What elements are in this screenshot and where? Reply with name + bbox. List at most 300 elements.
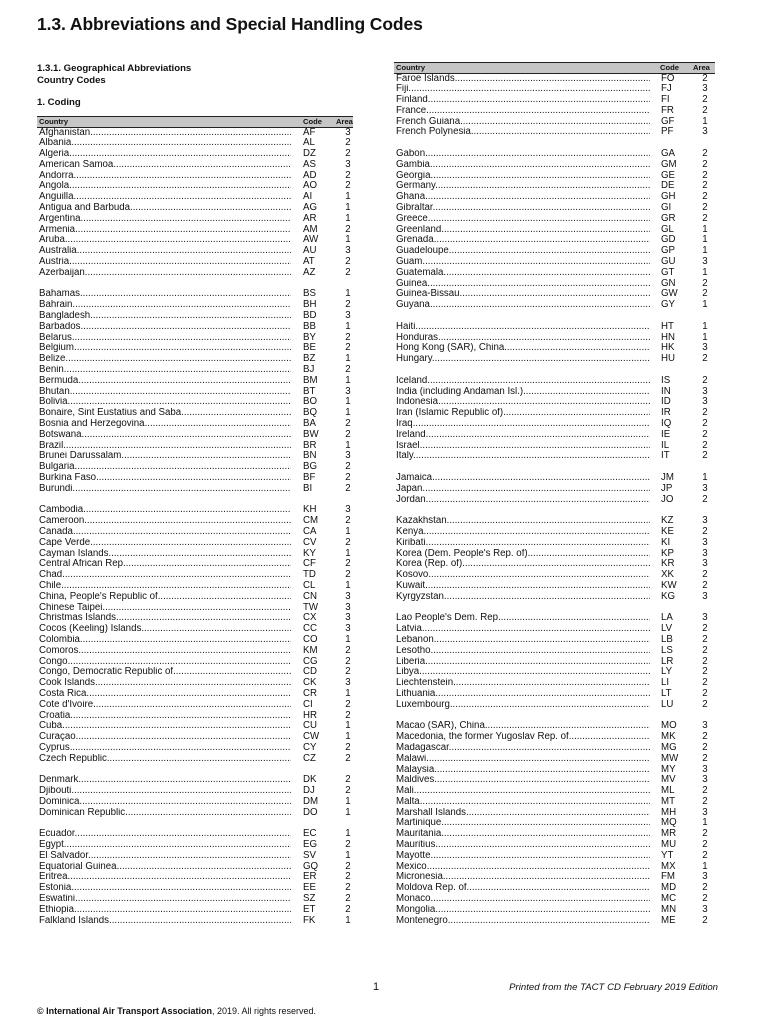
area-number: 1 xyxy=(345,320,351,332)
country-name: Madagascar ..... xyxy=(396,743,650,754)
country-code: BZ xyxy=(303,353,316,365)
country-code: JM xyxy=(661,471,674,483)
country-name: Kuwait ..... xyxy=(396,581,650,592)
country-code: CY xyxy=(303,741,317,753)
country-code: DJ xyxy=(303,785,315,797)
country-name: Libya ..... xyxy=(396,667,650,678)
country-name: Croatia ..... xyxy=(39,711,291,722)
area-number: 3 xyxy=(345,450,351,462)
area-number: 2 xyxy=(345,299,351,311)
country-code: BT xyxy=(303,385,316,397)
table-header xyxy=(394,62,715,74)
header-country: Country xyxy=(396,63,426,72)
area-number: 2 xyxy=(345,893,351,905)
country-name: Guatemala ..... xyxy=(396,268,650,279)
area-number: 3 xyxy=(702,396,708,408)
area-number: 2 xyxy=(345,148,351,160)
area-number: 3 xyxy=(702,83,708,95)
area-number: 2 xyxy=(345,169,351,181)
country-code: AR xyxy=(303,212,317,224)
table-row xyxy=(394,354,715,365)
area-number: 2 xyxy=(702,288,708,300)
area-number: 3 xyxy=(345,504,351,516)
country-name: Maldives ..... xyxy=(396,775,650,786)
country-name: Faroe Islands ..... xyxy=(396,74,650,85)
area-number: 2 xyxy=(702,839,708,851)
area-number: 2 xyxy=(702,525,708,537)
country-code: FM xyxy=(661,871,675,883)
country-name: Montenegro ..... xyxy=(396,916,650,927)
area-number: 1 xyxy=(345,234,351,246)
country-code: AU xyxy=(303,245,317,257)
country-name: Ireland ..... xyxy=(396,430,650,441)
country-code: AW xyxy=(303,234,319,246)
area-number: 3 xyxy=(345,126,351,138)
area-number: 2 xyxy=(702,752,708,764)
country-name: Greenland ..... xyxy=(396,225,650,236)
table-row xyxy=(37,700,353,711)
country-code: BW xyxy=(303,428,319,440)
country-table-left xyxy=(37,116,353,927)
country-name: Ethiopia ..... xyxy=(39,905,291,916)
country-code: IT xyxy=(661,450,670,462)
header-country: Country xyxy=(39,117,69,126)
country-code: GW xyxy=(661,288,678,300)
area-number: 1 xyxy=(345,633,351,645)
area-number: 2 xyxy=(345,331,351,343)
country-name: Czech Republic ..... xyxy=(39,754,291,765)
area-number: 2 xyxy=(345,741,351,753)
table-row xyxy=(37,484,353,495)
country-name: Gambia ..... xyxy=(396,160,650,171)
country-name: Bermuda ..... xyxy=(39,376,291,387)
country-code: GI xyxy=(661,202,672,214)
country-code: ER xyxy=(303,871,317,883)
country-name: Iceland ..... xyxy=(396,376,650,387)
country-code: AG xyxy=(303,202,317,214)
area-number: 3 xyxy=(345,158,351,170)
country-name: Kazakhstan ..... xyxy=(396,516,650,527)
country-code: CV xyxy=(303,536,317,548)
country-name: Bolivia ..... xyxy=(39,397,291,408)
area-number: 2 xyxy=(345,666,351,678)
country-name: Andorra ..... xyxy=(39,171,291,182)
country-code: FR xyxy=(661,104,674,116)
area-number: 2 xyxy=(702,439,708,451)
country-name: Malaysia ..... xyxy=(396,765,650,776)
country-name: Fiji ..... xyxy=(396,84,650,95)
country-code: IL xyxy=(661,439,670,451)
country-code: HR xyxy=(303,709,317,721)
country-code: CM xyxy=(303,515,319,527)
area-number: 1 xyxy=(702,471,708,483)
page-title: 1.3. Abbreviations and Special Handling Codes xyxy=(37,14,423,34)
country-name: Kenya ..... xyxy=(396,527,650,538)
country-code: XK xyxy=(661,569,674,581)
area-number: 2 xyxy=(345,644,351,656)
area-number: 1 xyxy=(345,828,351,840)
country-name: Christmas Islands ..... xyxy=(39,613,291,624)
country-name: Greece ..... xyxy=(396,214,650,225)
area-number: 2 xyxy=(702,731,708,743)
area-number: 1 xyxy=(345,547,351,559)
area-number: 2 xyxy=(702,828,708,840)
area-number: 2 xyxy=(702,180,708,192)
copyright-organization: © International Air Transport Association xyxy=(37,1006,212,1016)
country-name: Cayman Islands ..... xyxy=(39,549,291,560)
country-name: Benin ..... xyxy=(39,365,291,376)
area-number: 3 xyxy=(702,806,708,818)
country-code: MU xyxy=(661,839,677,851)
table-row xyxy=(37,430,353,441)
area-number: 2 xyxy=(702,169,708,181)
country-code: BQ xyxy=(303,407,317,419)
country-name: Botswana ..... xyxy=(39,430,291,441)
country-name: Grenada ..... xyxy=(396,235,650,246)
area-number: 3 xyxy=(345,612,351,624)
area-number: 2 xyxy=(702,202,708,214)
country-code: GH xyxy=(661,191,676,203)
country-name: Mexico ..... xyxy=(396,862,650,873)
country-name: Brunei Darussalam ..... xyxy=(39,451,291,462)
area-number: 2 xyxy=(702,677,708,689)
header-code: Code xyxy=(303,117,322,126)
country-name: Guyana ..... xyxy=(396,300,650,311)
area-number: 1 xyxy=(345,439,351,451)
country-name: American Samoa ..... xyxy=(39,160,291,171)
area-number: 2 xyxy=(702,407,708,419)
country-code: KI xyxy=(661,536,671,548)
country-code: BD xyxy=(303,310,317,322)
country-code: LR xyxy=(661,655,674,667)
country-code: BR xyxy=(303,439,317,451)
country-code: HN xyxy=(661,331,675,343)
country-name: Liberia ..... xyxy=(396,657,650,668)
area-number: 2 xyxy=(702,148,708,160)
area-number: 2 xyxy=(345,860,351,872)
country-code: BJ xyxy=(303,364,315,376)
country-code: MX xyxy=(661,860,676,872)
country-name: Ghana ..... xyxy=(396,192,650,203)
area-number: 2 xyxy=(345,655,351,667)
country-name: Denmark ..... xyxy=(39,775,291,786)
table-row xyxy=(37,592,353,603)
country-code: BB xyxy=(303,320,316,332)
country-code: EC xyxy=(303,828,317,840)
area-number: 2 xyxy=(702,212,708,224)
area-number: 2 xyxy=(702,633,708,645)
country-name: France ..... xyxy=(396,106,650,117)
country-name: Liechtenstein ..... xyxy=(396,678,650,689)
country-name: Austria ..... xyxy=(39,257,291,268)
area-number: 2 xyxy=(345,342,351,354)
country-name: Canada ..... xyxy=(39,527,291,538)
country-code: MQ xyxy=(661,817,677,829)
area-number: 2 xyxy=(702,795,708,807)
area-number: 2 xyxy=(702,493,708,505)
area-number: 2 xyxy=(702,741,708,753)
area-number: 3 xyxy=(702,590,708,602)
area-number: 2 xyxy=(702,94,708,106)
country-code: EG xyxy=(303,839,317,851)
country-name: Israel ..... xyxy=(396,441,650,452)
country-name: Malawi ..... xyxy=(396,754,650,765)
copyright-notice xyxy=(37,1006,316,1016)
country-code: MR xyxy=(661,828,677,840)
country-name: Malta ..... xyxy=(396,797,650,808)
table-row xyxy=(394,700,715,711)
country-code: KG xyxy=(661,590,675,602)
area-number: 3 xyxy=(702,547,708,559)
country-name: Mali ..... xyxy=(396,786,650,797)
area-number: 2 xyxy=(345,709,351,721)
country-name: Burkina Faso ..... xyxy=(39,473,291,484)
page-number: 1 xyxy=(373,981,380,993)
country-code: MT xyxy=(661,795,675,807)
area-number: 1 xyxy=(345,407,351,419)
country-code: AF xyxy=(303,126,316,138)
area-number: 2 xyxy=(345,482,351,494)
country-code: CK xyxy=(303,677,317,689)
area-number: 1 xyxy=(345,202,351,214)
country-code: LS xyxy=(661,644,673,656)
country-name: Japan ..... xyxy=(396,484,650,495)
country-name: Guam ..... xyxy=(396,257,650,268)
country-name: Burundi ..... xyxy=(39,484,291,495)
country-code: CG xyxy=(303,655,318,667)
country-code: MY xyxy=(661,763,676,775)
country-name: Jamaica ..... xyxy=(396,473,650,484)
country-name: Jordan ..... xyxy=(396,495,650,506)
country-name: Curaçao ..... xyxy=(39,732,291,743)
area-number: 1 xyxy=(345,288,351,300)
country-code: AD xyxy=(303,169,317,181)
country-name: French Guiana ..... xyxy=(396,117,650,128)
country-code: AI xyxy=(303,191,313,203)
area-number: 3 xyxy=(702,342,708,354)
table-row xyxy=(394,495,715,506)
area-number: 3 xyxy=(345,385,351,397)
country-code: GL xyxy=(661,223,674,235)
country-name: China, People's Republic of ..... xyxy=(39,592,291,603)
area-number: 1 xyxy=(345,374,351,386)
country-code: FI xyxy=(661,94,670,106)
country-code: CC xyxy=(303,623,317,635)
country-code: GR xyxy=(661,212,676,224)
country-name: Bangladesh ..... xyxy=(39,311,291,322)
country-code: IR xyxy=(661,407,671,419)
country-code: HT xyxy=(661,320,674,332)
country-name: El Salvador ..... xyxy=(39,851,291,862)
country-name: India (including Andaman Isl.) ..... xyxy=(396,387,650,398)
country-name: Lebanon ..... xyxy=(396,635,650,646)
country-code: TD xyxy=(303,569,316,581)
table-row xyxy=(37,538,353,549)
country-name: Kiribati ..... xyxy=(396,538,650,549)
country-name: Congo, Democratic Republic of ..... xyxy=(39,667,291,678)
country-code: BS xyxy=(303,288,316,300)
country-code: CX xyxy=(303,612,317,624)
area-number: 1 xyxy=(345,212,351,224)
footer-edition-note: Printed from the TACT CD February 2019 Edition xyxy=(509,982,718,993)
country-code: CR xyxy=(303,687,317,699)
country-name: Cape Verde ..... xyxy=(39,538,291,549)
area-number: 1 xyxy=(702,817,708,829)
table-row xyxy=(37,376,353,387)
table-row xyxy=(37,916,353,927)
country-name: Cuba ..... xyxy=(39,721,291,732)
country-name: Finland ..... xyxy=(396,95,650,106)
country-name: Afghanistan ..... xyxy=(39,128,291,139)
area-number: 1 xyxy=(345,191,351,203)
area-number: 3 xyxy=(702,256,708,268)
country-code: LA xyxy=(661,612,673,624)
country-name: Monaco ..... xyxy=(396,894,650,905)
area-number: 3 xyxy=(702,720,708,732)
area-number: 1 xyxy=(702,299,708,311)
country-name: Gibraltar ..... xyxy=(396,203,650,214)
country-list-left xyxy=(37,128,353,927)
country-code: BH xyxy=(303,299,317,311)
area-number: 2 xyxy=(345,536,351,548)
country-code: CL xyxy=(303,579,316,591)
area-number: 2 xyxy=(702,882,708,894)
table-row xyxy=(394,322,715,333)
country-code: MD xyxy=(661,882,677,894)
country-name: Chad ..... xyxy=(39,570,291,581)
country-code: YT xyxy=(661,849,674,861)
country-name: Latvia ..... xyxy=(396,624,650,635)
area-number: 2 xyxy=(702,158,708,170)
country-code: BG xyxy=(303,461,317,473)
area-number: 2 xyxy=(345,558,351,570)
country-name: Luxembourg ..... xyxy=(396,700,650,711)
country-code: FO xyxy=(661,72,675,84)
country-name: Djibouti ..... xyxy=(39,786,291,797)
country-name: Lithuania ..... xyxy=(396,689,650,700)
country-name: Eritrea ..... xyxy=(39,872,291,883)
area-number: 3 xyxy=(345,677,351,689)
area-number: 3 xyxy=(702,482,708,494)
table-row xyxy=(394,646,715,657)
country-code: CU xyxy=(303,720,317,732)
area-number: 2 xyxy=(702,191,708,203)
country-code: IN xyxy=(661,385,671,397)
country-code: CO xyxy=(303,633,318,645)
area-number: 1 xyxy=(702,331,708,343)
area-number: 2 xyxy=(345,882,351,894)
country-code: BO xyxy=(303,396,317,408)
country-name: Mayotte ..... xyxy=(396,851,650,862)
country-code: KY xyxy=(303,547,316,559)
area-number: 2 xyxy=(702,353,708,365)
country-code: FJ xyxy=(661,83,672,95)
country-name: Hungary ..... xyxy=(396,354,650,365)
country-code: CI xyxy=(303,698,313,710)
area-number: 1 xyxy=(702,860,708,872)
country-name: Bulgaria ..... xyxy=(39,462,291,473)
country-name: Lao People's Dem. Rep. ..... xyxy=(396,613,650,624)
country-code: GP xyxy=(661,245,675,257)
country-name: Mongolia ..... xyxy=(396,905,650,916)
copyright-text: , 2019. All rights reserved. xyxy=(212,1006,317,1016)
country-name: Falkland Islands ..... xyxy=(39,916,291,927)
country-code: LV xyxy=(661,623,673,635)
table-row xyxy=(394,538,715,549)
area-number: 3 xyxy=(702,774,708,786)
country-name: Armenia ..... xyxy=(39,225,291,236)
country-name: Chile ..... xyxy=(39,581,291,592)
country-name: Mauritius ..... xyxy=(396,840,650,851)
country-list-right xyxy=(394,74,715,927)
area-number: 3 xyxy=(702,903,708,915)
country-name: Cote d'Ivoire ..... xyxy=(39,700,291,711)
country-name: Bahamas ..... xyxy=(39,289,291,300)
country-code: KP xyxy=(661,547,674,559)
area-number: 2 xyxy=(702,655,708,667)
country-code: LY xyxy=(661,666,673,678)
area-number: 1 xyxy=(702,320,708,332)
country-code: CN xyxy=(303,590,317,602)
country-code: CD xyxy=(303,666,317,678)
country-name: Haiti ..... xyxy=(396,322,650,333)
table-row xyxy=(37,808,353,819)
country-name: Cook Islands ..... xyxy=(39,678,291,689)
country-name: Bahrain ..... xyxy=(39,300,291,311)
country-code: LU xyxy=(661,698,674,710)
area-number: 2 xyxy=(345,903,351,915)
country-code: AT xyxy=(303,256,315,268)
country-name: Brazil ..... xyxy=(39,441,291,452)
area-number: 3 xyxy=(345,590,351,602)
table-row xyxy=(394,376,715,387)
area-number: 2 xyxy=(702,687,708,699)
area-number: 2 xyxy=(702,428,708,440)
area-number: 2 xyxy=(702,914,708,926)
country-code: GA xyxy=(661,148,675,160)
country-name: Cameroon ..... xyxy=(39,516,291,527)
country-code: BM xyxy=(303,374,318,386)
country-name: Australia ..... xyxy=(39,246,291,257)
table-row xyxy=(37,754,353,765)
table-row xyxy=(394,754,715,765)
area-number: 2 xyxy=(345,839,351,851)
area-number: 2 xyxy=(702,579,708,591)
country-code: DE xyxy=(661,180,675,192)
country-name: Estonia ..... xyxy=(39,883,291,894)
country-name: Guinea ..... xyxy=(396,279,650,290)
area-number: 2 xyxy=(345,137,351,149)
country-name: Kosovo ..... xyxy=(396,570,650,581)
country-name: Ecuador ..... xyxy=(39,829,291,840)
table-row xyxy=(394,916,715,927)
country-name: Guinea-Bissau ..... xyxy=(396,289,650,300)
area-number: 3 xyxy=(702,126,708,138)
country-code: HU xyxy=(661,353,675,365)
country-code: GM xyxy=(661,158,677,170)
country-name: Angola ..... xyxy=(39,181,291,192)
table-row xyxy=(394,451,715,462)
country-name: Iran (Islamic Republic of) ..... xyxy=(396,408,650,419)
country-name: Eswatini ..... xyxy=(39,894,291,905)
country-name: Micronesia ..... xyxy=(396,872,650,883)
country-code: MH xyxy=(661,806,677,818)
country-code: IS xyxy=(661,374,671,386)
country-code: MW xyxy=(661,752,679,764)
country-code: PF xyxy=(661,126,674,138)
country-code: CZ xyxy=(303,752,316,764)
country-name: Korea (Rep. of) ..... xyxy=(396,559,650,570)
